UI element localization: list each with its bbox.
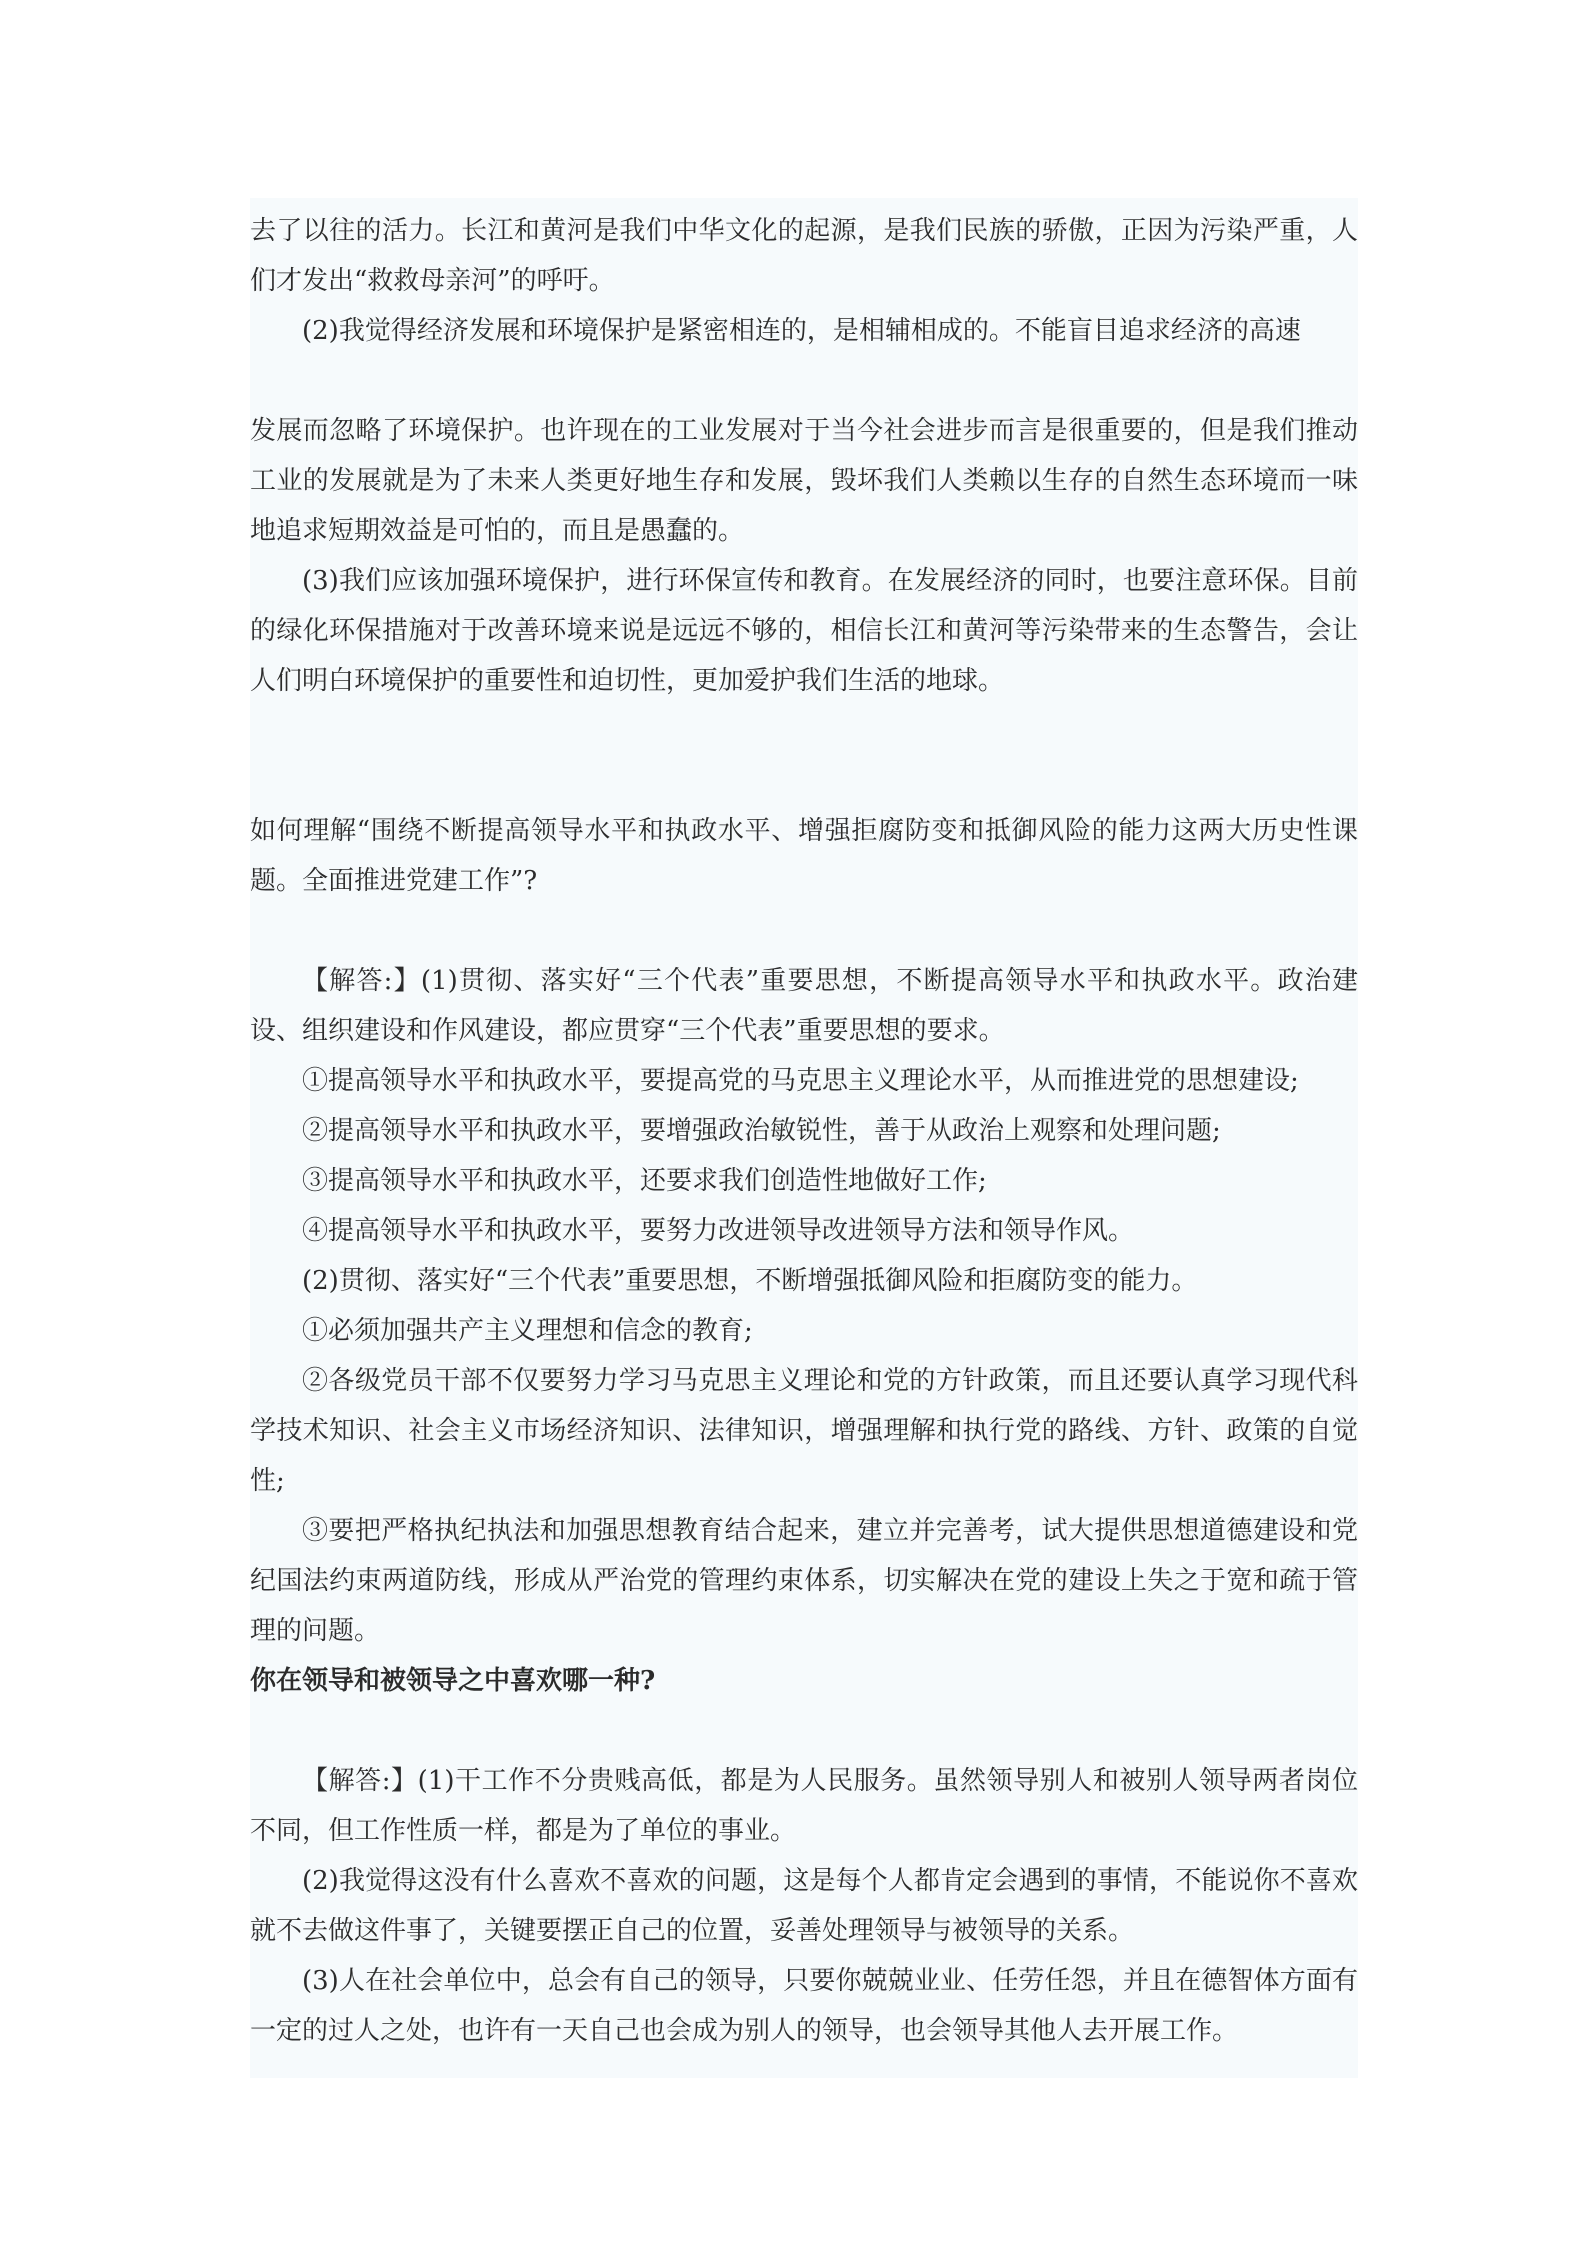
answer-party-building-1-item-4: ④提高领导水平和执政水平，要努力改进领导改进领导方法和领导作风。 xyxy=(302,1216,1135,1246)
answer-party-building-2-item-2: ②各级党员干部不仅要努力学习马克思主义理论和党的方针政策，而且还要认真学习现代科学技术知识、社会主义市场经济知识、法律知识，增强理解和执行党的路线、方针、政策的自觉性; xyxy=(250,1366,1358,1496)
paragraph-environment-point-3: (3)我们应该加强环境保护，进行环保宣传和教育。在发展经济的同时，也要注意环保。目前的绿化环保措施对于改善环境来说是远远不够的，相信长江和黄河等污染带来的生态警告，会让人们明白环境保护的重要性和迫切性，更加爱护我们生活的地球。 xyxy=(250,566,1358,696)
answer-party-building-2: (2)贯彻、落实好“三个代表”重要思想，不断增强抵御风险和拒腐防变的能力。 xyxy=(302,1266,1198,1296)
paragraph-environment-intro: 去了以往的活力。长江和黄河是我们中华文化的起源，是我们民族的骄傲，正因为污染严重，人们才发出“救救母亲河”的呼吁。 xyxy=(250,216,1358,296)
answer-party-building-1-item-2: ②提高领导水平和执政水平，要增强政治敏锐性，善于从政治上观察和处理问题; xyxy=(302,1116,1221,1146)
answer-party-building-2-item-1: ①必须加强共产主义理想和信念的教育; xyxy=(302,1316,753,1346)
answer-party-building-1-item-1: ①提高领导水平和执政水平，要提高党的马克思主义理论水平，从而推进党的思想建设; xyxy=(302,1066,1299,1096)
question-leadership-preference: 你在领导和被领导之中喜欢哪一种? xyxy=(250,1666,656,1696)
answer-party-building-1-item-3: ③提高领导水平和执政水平，还要求我们创造性地做好工作; xyxy=(302,1166,987,1196)
paragraph-environment-point-2b: 发展而忽略了环境保护。也许现在的工业发展对于当今社会进步而言是很重要的，但是我们推动工业的发展就是为了未来人类更好地生存和发展，毁坏我们人类赖以生存的自然生态环境而一味地追求短期效益是可怕的，而且是愚蠢的。 xyxy=(250,416,1358,546)
answer-leadership-3: (3)人在社会单位中，总会有自己的领导，只要你兢兢业业、任劳任怨，并且在德智体方面有一定的过人之处，也许有一天自己也会成为别人的领导，也会领导其他人去开展工作。 xyxy=(250,1966,1358,2046)
answer-party-building-1: 【解答:】(1)贯彻、落实好“三个代表”重要思想，不断提高领导水平和执政水平。政治建设、组织建设和作风建设，都应贯穿“三个代表”重要思想的要求。 xyxy=(250,966,1358,1046)
question-party-building: 如何理解“围绕不断提高领导水平和执政水平、增强拒腐防变和抵御风险的能力这两大历史性课题。全面推进党建工作”? xyxy=(250,816,1358,896)
answer-leadership-1: 【解答:】(1)干工作不分贵贱高低，都是为人民服务。虽然领导别人和被别人领导两者岗位不同，但工作性质一样，都是为了单位的事业。 xyxy=(250,1766,1358,1846)
answer-leadership-2: (2)我觉得这没有什么喜欢不喜欢的问题，这是每个人都肯定会遇到的事情，不能说你不喜欢就不去做这件事了，关键要摆正自己的位置，妥善处理领导与被领导的关系。 xyxy=(250,1866,1358,1946)
paragraph-environment-point-2a: (2)我觉得经济发展和环境保护是紧密相连的，是相辅相成的。不能盲目追求经济的高速 xyxy=(302,316,1301,346)
answer-party-building-2-item-3: ③要把严格执纪执法和加强思想教育结合起来，建立并完善考，试大提供思想道德建设和党纪国法约束两道防线，形成从严治党的管理约束体系，切实解决在党的建设上失之于宽和疏于管理的问题。 xyxy=(250,1516,1358,1646)
